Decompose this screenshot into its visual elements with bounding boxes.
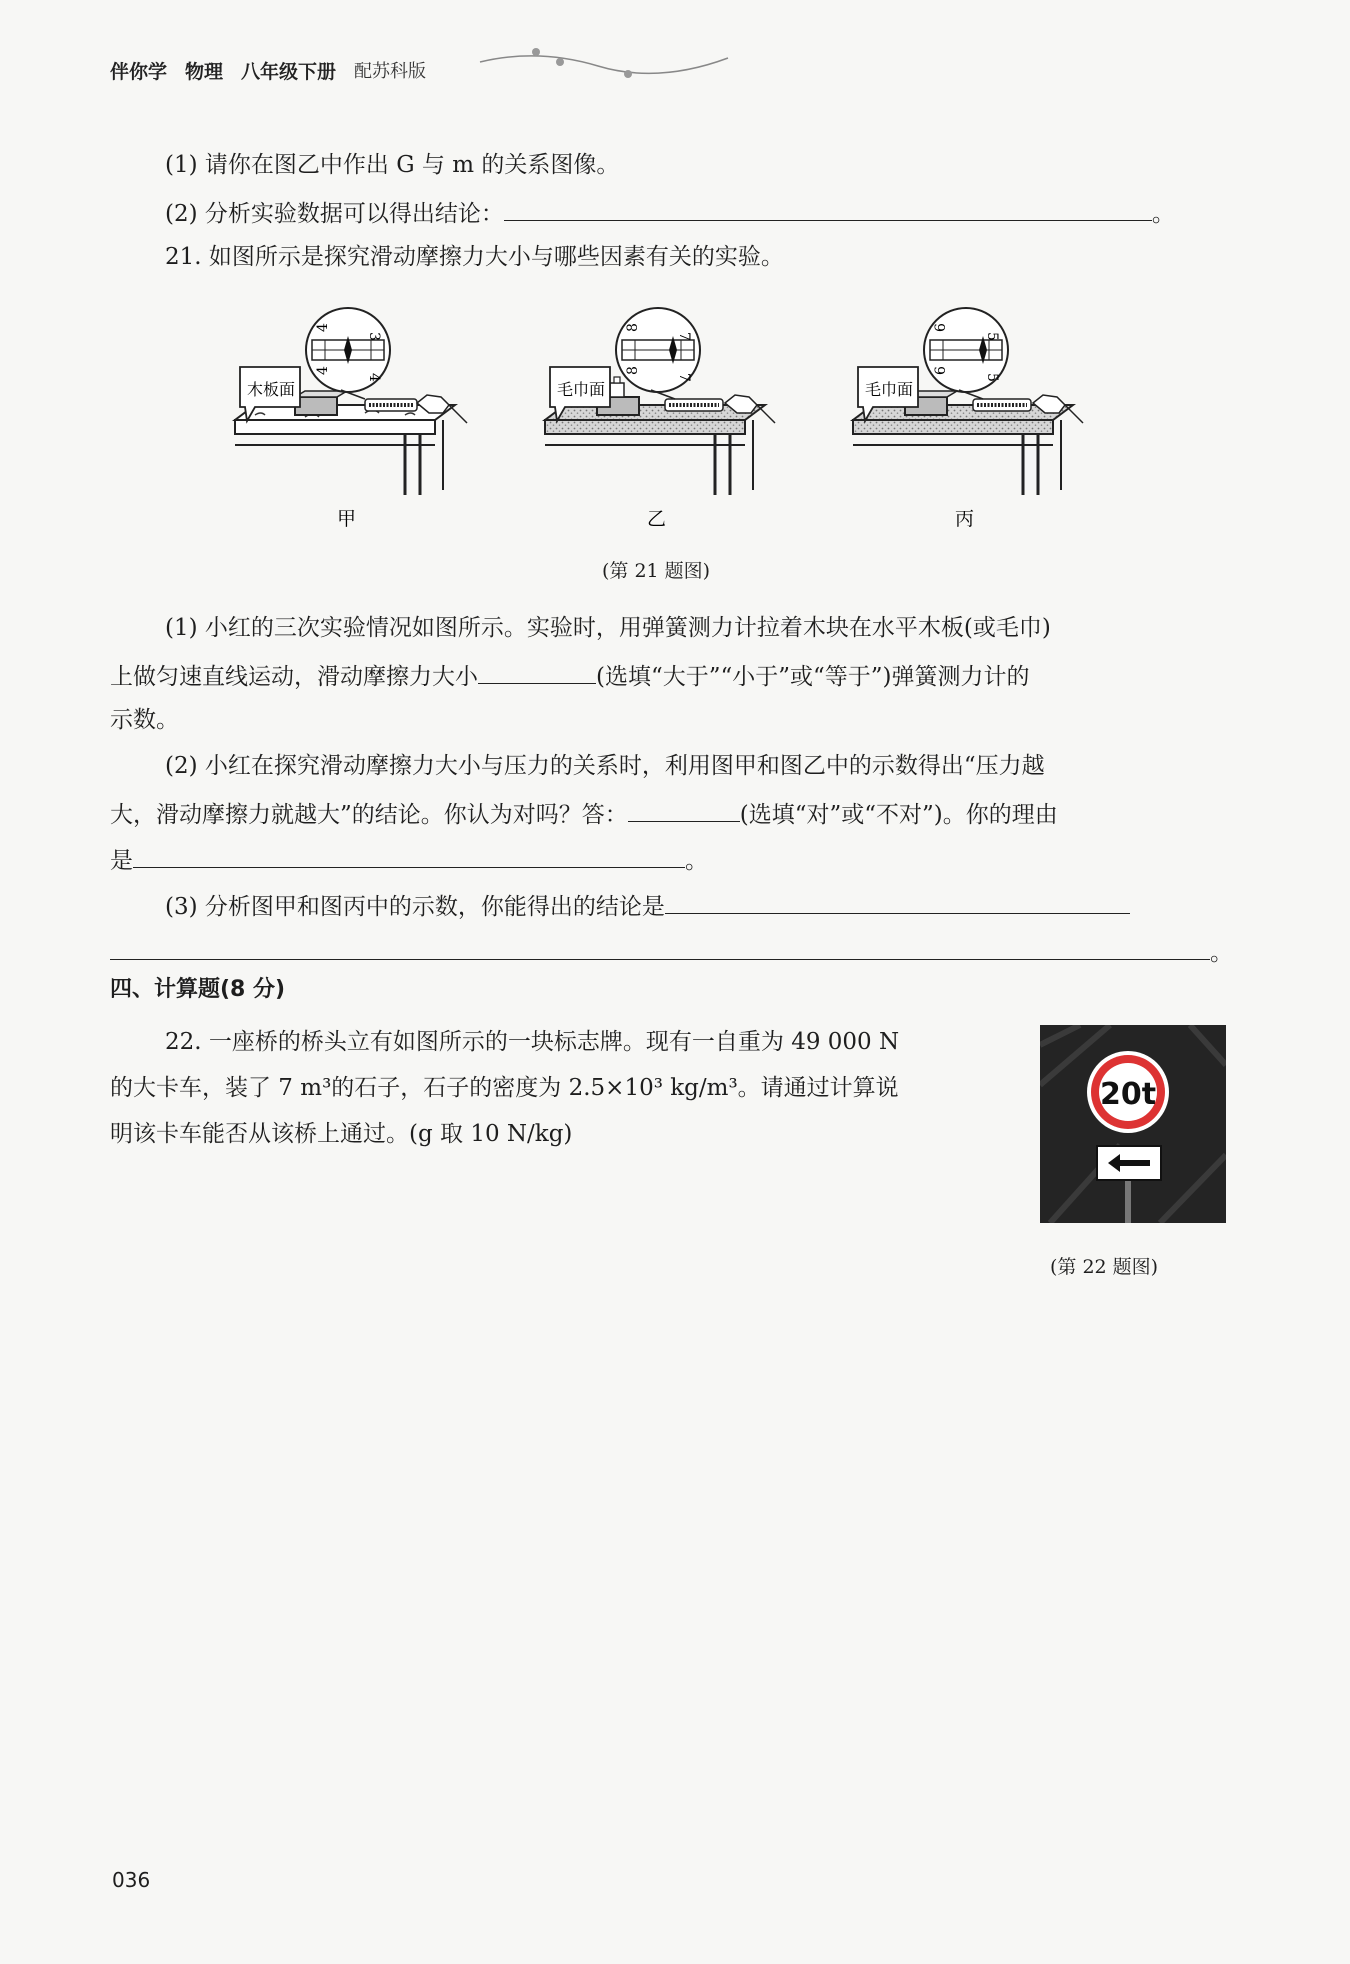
answer-blank[interactable] xyxy=(478,651,596,684)
book-title: 伴你学 xyxy=(110,60,168,83)
dial-top-number: 5 xyxy=(984,332,1000,341)
surface-label: 木板面 xyxy=(247,380,296,399)
panel-label: 乙 xyxy=(647,508,667,530)
panel-label: 甲 xyxy=(337,508,357,530)
dial-bottom-number: 6 xyxy=(933,323,949,332)
answer-blank[interactable] xyxy=(665,881,1130,914)
q21-p2-line2: 大，滑动摩擦力就越大”的结论。你认为对吗？答： (选填“对”或“不对”)。你的理由 xyxy=(110,789,1058,838)
panel-bing xyxy=(853,308,1083,530)
weight-limit-text: 20t xyxy=(1099,1077,1157,1112)
answer-blank[interactable] xyxy=(110,927,1210,960)
q21-p3-line1: (3) 分析图甲和图丙中的示数，你能得出的结论是 xyxy=(165,881,1130,930)
dial-top-number: 7 xyxy=(676,332,692,341)
q20-part2: (2) 分析实验数据可以得出结论： 。 xyxy=(165,188,1175,237)
svg-text:4: 4 xyxy=(315,366,331,375)
q22-line1: 22. 一座桥的桥头立有如图所示的一块标志牌。现有一自重为 49 000 N xyxy=(165,1029,900,1055)
grade: 八年级下册 xyxy=(241,60,337,83)
q20-part1: (1) 请你在图乙中作出 G 与 m 的关系图像。 xyxy=(165,152,620,178)
q22-line2: 的大卡车，装了 7 m³的石子，石子的密度为 2.5×10³ kg/m³。请通过计算说 xyxy=(110,1075,899,1101)
bridge-weight-limit-sign-photo xyxy=(1040,1025,1226,1223)
svg-text:8: 8 xyxy=(625,366,641,375)
svg-text:5: 5 xyxy=(984,373,1000,382)
figure-22-caption: (第 22 题图) xyxy=(1050,1256,1159,1278)
q21-p3-line2: 。 xyxy=(110,927,1233,976)
svg-text:4: 4 xyxy=(315,323,331,332)
running-header xyxy=(110,50,426,90)
edition: 配苏科版 xyxy=(354,61,427,82)
q21-stem: 21. 如图所示是探究滑动摩擦力大小与哪些因素有关的实验。 xyxy=(165,244,784,270)
header-decoration xyxy=(478,44,738,84)
answer-blank[interactable] xyxy=(628,789,740,822)
surface-label: 毛巾面 xyxy=(865,380,914,399)
subject: 物理 xyxy=(185,60,224,83)
svg-text:6: 6 xyxy=(933,366,949,375)
svg-text:7: 7 xyxy=(676,373,692,382)
panel-jia xyxy=(235,308,467,530)
q22-line3: 明该卡车能否从该桥上通过。(g 取 10 N/kg) xyxy=(110,1121,573,1147)
dial-bottom-number: 8 xyxy=(625,323,641,332)
q21-p2-line1: (2) 小红在探究滑动摩擦力大小与压力的关系时，利用图甲和图乙中的示数得出“压力越 xyxy=(165,753,1045,779)
panel-label: 丙 xyxy=(955,508,975,530)
surface-label: 毛巾面 xyxy=(557,380,606,399)
q21-p1-line1: (1) 小红的三次实验情况如图所示。实验时，用弹簧测力计拉着木块在水平木板(或毛巾) xyxy=(165,615,1051,641)
panel-yi xyxy=(545,308,775,530)
dial-bottom-number: 4 xyxy=(366,373,382,382)
q21-p1-line2: 上做匀速直线运动，滑动摩擦力大小 (选填“大于”“小于”或“等于”)弹簧测力计的 xyxy=(110,651,1030,700)
q21-p1-line3: 示数。 xyxy=(110,707,179,733)
section-title: 四、计算题(8 分) xyxy=(110,977,286,1002)
page-number: 036 xyxy=(112,1868,151,1892)
answer-blank[interactable] xyxy=(133,835,685,868)
answer-blank[interactable] xyxy=(504,188,1152,221)
q21-p2-line3: 是 。 xyxy=(110,835,708,884)
figure-21-caption: (第 21 题图) xyxy=(602,560,711,582)
friction-experiment-figure xyxy=(215,295,1135,545)
dial-top-number: 3 xyxy=(366,332,382,341)
